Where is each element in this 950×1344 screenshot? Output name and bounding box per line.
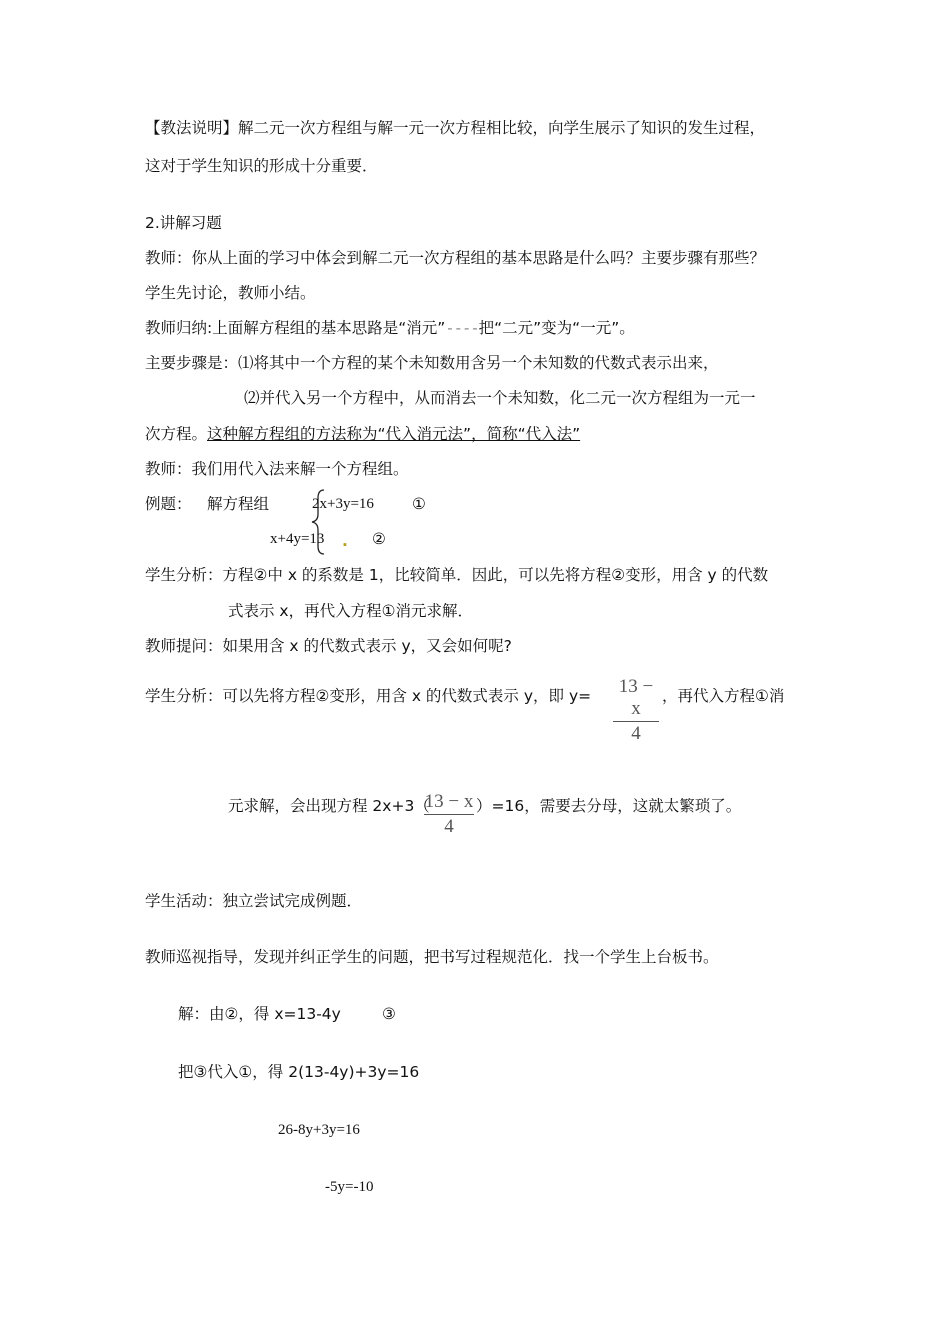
teacher-patrol: 教师巡视指导，发现并纠正学生的问题，把书写过程规范化．找一个学生上台板书。	[145, 948, 719, 966]
fraction-eq	[424, 791, 474, 838]
fraction-y-numerator: 13 − x	[618, 676, 654, 719]
student-discuss: 学生先讨论，教师小结。	[145, 284, 316, 302]
equation-2: x+4y=13	[270, 531, 325, 547]
teacher-question: 教师：你从上面的学习中体会到解二元一次方程组的基本思路是什么吗？主要步骤有那些？	[145, 249, 766, 267]
equation-1: 2x+3y=16	[312, 496, 374, 512]
summary-dashes: ----	[445, 319, 479, 337]
step-1: ⑴将其中一个方程的某个未知数用含另一个未知数的代数式表示出来，	[238, 354, 719, 372]
method-name: 这种解方程组的方法称为“代入消元法”，简称“代入法”	[207, 425, 581, 443]
solution-line-3: 26-8y+3y=16	[278, 1122, 360, 1138]
teaching-note-line-2: 这对于学生知识的形成十分重要．	[145, 157, 378, 175]
teacher-ask: 教师提问：如果用含 x 的代数式表示 y，又会如何呢?	[145, 637, 512, 655]
example-task: 解方程组	[207, 495, 270, 513]
step-2: ⑵并代入另一个方程中，从而消去一个未知数，化二元一次方程组为一元一	[244, 389, 756, 407]
analysis-3-prefix: 元求解，会出现方程 2x+3（	[228, 797, 430, 815]
solution-line-1-mark: ③	[382, 1005, 396, 1023]
solution-line-4: -5y=-10	[325, 1179, 374, 1195]
teaching-note-line-1: 【教法说明】解二元一次方程组与解一元一次方程相比较，向学生展示了知识的发生过程，	[145, 119, 766, 137]
steps-line3-plain: 次方程。	[145, 425, 208, 443]
equation-1-mark: ①	[412, 495, 426, 513]
example-label: 例题：	[145, 495, 192, 513]
teacher-use: 教师：我们用代入法来解一个方程组。	[145, 460, 409, 478]
fraction-y-denominator: 4	[631, 723, 641, 744]
section-title: 2.讲解习题	[145, 214, 222, 232]
steps-line-3	[145, 424, 580, 444]
analysis-2-prefix: 学生分析：可以先将方程②变形，用含 x 的代数式表示 y，即 y=	[145, 687, 592, 705]
fraction-eq-bar	[424, 814, 474, 815]
fraction-eq-denominator: 4	[444, 816, 454, 837]
teacher-summary	[145, 318, 635, 338]
analysis-3-suffix: ）=16，需要去分母，这就太繁琐了。	[476, 797, 742, 815]
equation-2-mark: ②	[372, 530, 386, 548]
steps-line-1	[145, 353, 719, 373]
student-activity: 学生活动：独立尝试完成例题．	[145, 892, 363, 910]
fraction-y-bar	[613, 721, 659, 722]
fraction-eq-numerator: 13 − x	[424, 791, 474, 812]
steps-label: 主要步骤是：	[145, 354, 239, 372]
fraction-y	[613, 676, 659, 745]
summary-suffix: 把“二元”变为“一元”。	[478, 319, 635, 337]
summary-prefix: 教师归纳:上面解方程组的基本思路是“消元”	[145, 319, 446, 337]
stray-dot: .	[342, 532, 348, 550]
analysis-2-suffix: ，再代入方程①消	[662, 687, 785, 705]
solution-line-1: 解：由②，得 x=13-4y	[178, 1005, 341, 1023]
analysis-1-line-2: 式表示 x，再代入方程①消元求解．	[228, 602, 473, 620]
analysis-1-line-1: 学生分析：方程②中 x 的系数是 1，比较简单．因此，可以先将方程②变形，用含 y 的代数	[145, 566, 769, 584]
solution-line-2: 把③代入①，得 2(13-4y)+3y=16	[178, 1063, 420, 1081]
